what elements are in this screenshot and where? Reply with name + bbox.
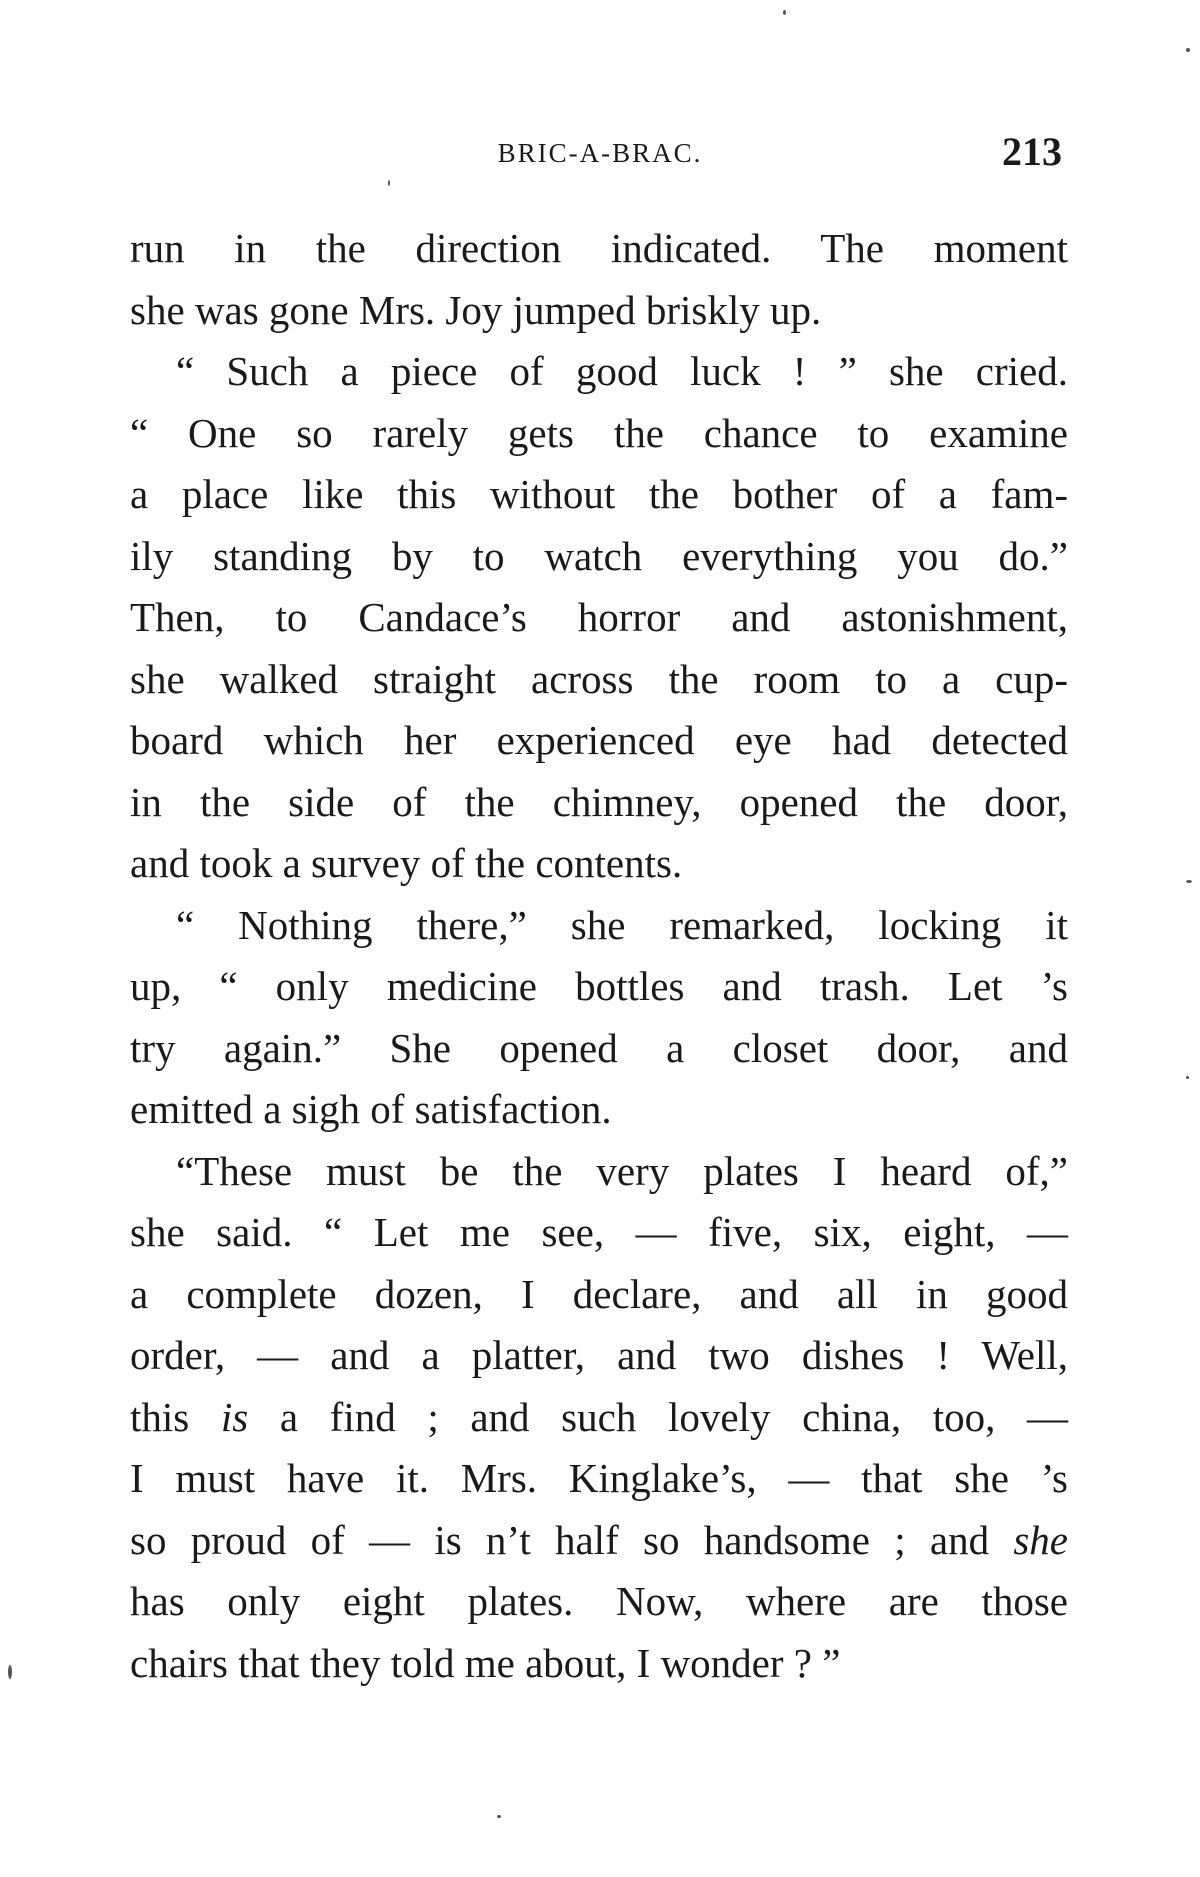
- text-line: [130, 1387, 1068, 1449]
- running-title: BRIC-A-BRAC.: [497, 138, 703, 168]
- text-line: ily standing by to watch everything you do.”: [130, 532, 1068, 579]
- paper-speck: [1186, 1076, 1189, 1079]
- text-line: in the side of the chimney, opened the door,: [130, 778, 1068, 825]
- text-line: board which her experienced eye had detected: [130, 717, 1068, 763]
- text-line: she was gone Mrs. Joy jumped briskly up.: [130, 286, 822, 333]
- text-line: Then, to Candace’s horror and astonishment,: [130, 594, 1068, 640]
- text-line: “ One so rarely gets the chance to examine: [130, 409, 1068, 456]
- paper-speck: [497, 1815, 501, 1818]
- text-line: emitted a sigh of satisfaction.: [130, 1086, 612, 1132]
- body-text: [130, 218, 1068, 1694]
- paper-speck: [1186, 48, 1190, 52]
- line-segment: so proud of — is n’t half so handsome ; and: [130, 1516, 1014, 1563]
- text-line: run in the direction indicated. The moment: [130, 225, 1068, 271]
- page-number: 213: [1002, 129, 1062, 174]
- line-segment: a find ; and such lovely china, too, —: [248, 1393, 1068, 1440]
- text-line: [130, 1510, 1068, 1572]
- paper-speck: [1186, 880, 1192, 883]
- text-line: I must have it. Mrs. Kinglake’s, — that she ’s: [130, 1455, 1068, 1501]
- text-line: and took a survey of the contents.: [130, 840, 683, 886]
- italic-word: she: [1013, 1516, 1068, 1563]
- paper-speck: [388, 180, 390, 186]
- text-line: has only eight plates. Now, where are those: [130, 1578, 1068, 1624]
- text-line: a complete dozen, I declare, and all in good: [130, 1270, 1068, 1317]
- paper-speck: [783, 10, 786, 15]
- text-line: up, “ only medicine bottles and trash. Let ’s: [130, 963, 1068, 1009]
- text-line: “ Nothing there,” she remarked, locking it: [176, 901, 1068, 948]
- text-line: a place like this without the bother of a fam-: [130, 471, 1068, 517]
- text-line: chairs that they told me about, I wonder ? ”: [130, 1639, 841, 1686]
- italic-word: is: [220, 1393, 249, 1440]
- line-segment: this: [130, 1393, 221, 1440]
- text-line: “These must be the very plates I heard of,”: [176, 1147, 1068, 1194]
- running-head: [130, 128, 1070, 178]
- text-line: try again.” She opened a closet door, and: [130, 1024, 1068, 1071]
- text-line: order, — and a platter, and two dishes ! Well,: [130, 1332, 1068, 1378]
- text-line: she walked straight across the room to a cup-: [130, 655, 1068, 702]
- paper-speck: [8, 1665, 12, 1679]
- text-line: “ Such a piece of good luck ! ” she cried.: [176, 348, 1068, 394]
- text-line: she said. “ Let me see, — five, six, eight, —: [130, 1209, 1068, 1255]
